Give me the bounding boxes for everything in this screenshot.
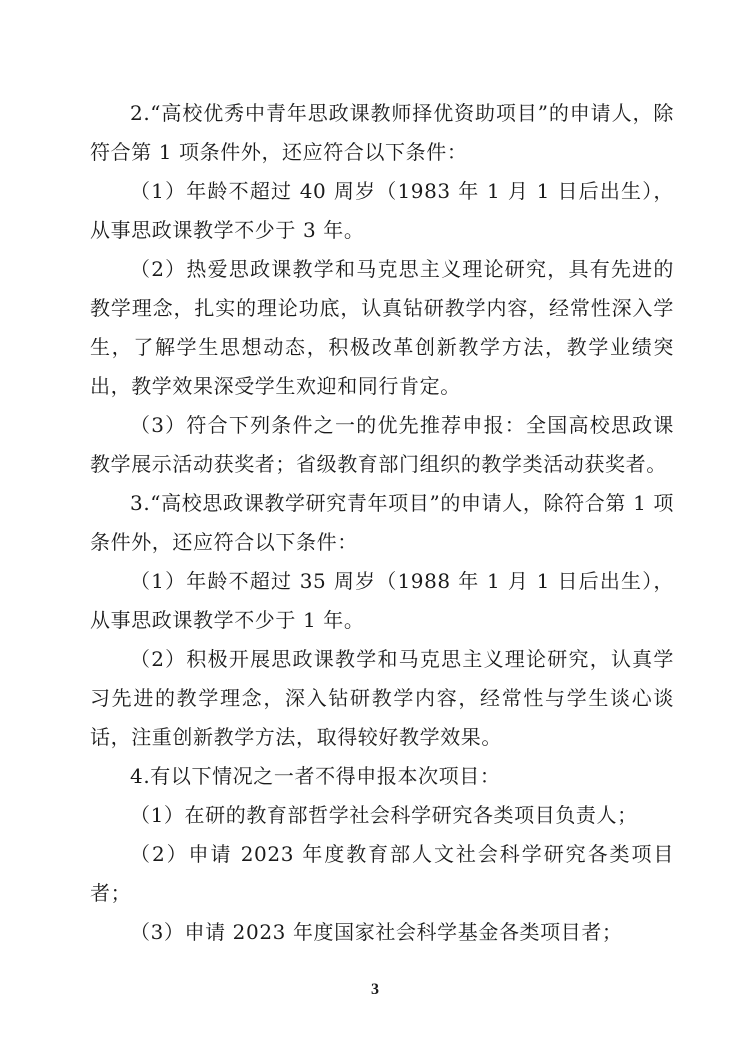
paragraph-item2-condition-2: （2）热爱思政课教学和马克思主义理论研究，具有先进的教学理念，扎实的理论功底，认真钻研教学内容，经常性深入学生，了解学生思想动态，积极改革创新教学方法，教学业绩突出，教学效果深受学生欢迎和同行肯定。 [90, 257, 674, 398]
paragraph-item2-condition-1: （1）年龄不超过 40 周岁（1983 年 1 月 1 日后出生），从事思政课教学不少于 3 年。 [90, 179, 674, 242]
paragraph-item4-exclusion-3: （3）申请 2023 年度国家社会科学基金各类项目者； [130, 920, 623, 944]
page-number: 3 [371, 981, 379, 998]
paragraph-item2-condition-3: （3）符合下列条件之一的优先推荐申报：全国高校思政课教学展示活动获奖者；省级教育部门组织的教学类活动获奖者。 [90, 413, 674, 476]
paragraph-item3-condition-2: （2）积极开展思政课教学和马克思主义理论研究，认真学习先进的教学理念，深入钻研教学内容，经常性与学生谈心谈话，注重创新教学方法，取得较好教学效果。 [90, 647, 674, 749]
paragraph-item4-heading: 4.有以下情况之一者不得申报本次项目： [130, 764, 501, 788]
paragraph-item3-condition-1: （1）年龄不超过 35 周岁（1988 年 1 月 1 日后出生），从事思政课教学不少于 1 年。 [90, 569, 674, 632]
paragraph-item3-heading: 3.“高校思政课教学研究青年项目”的申请人，除符合第 1 项条件外，还应符合以下条件： [90, 491, 674, 554]
paragraph-item4-exclusion-1: （1）在研的教育部哲学社会科学研究各类项目负责人； [130, 803, 638, 827]
paragraph-item4-exclusion-2: （2）申请 2023 年度教育部人文社会科学研究各类项目者； [90, 842, 674, 905]
paragraph-item2-heading: 2.“高校优秀中青年思政课教师择优资助项目”的申请人，除符合第 1 项条件外，还应符合以下条件： [90, 101, 674, 164]
document-body [90, 94, 674, 952]
